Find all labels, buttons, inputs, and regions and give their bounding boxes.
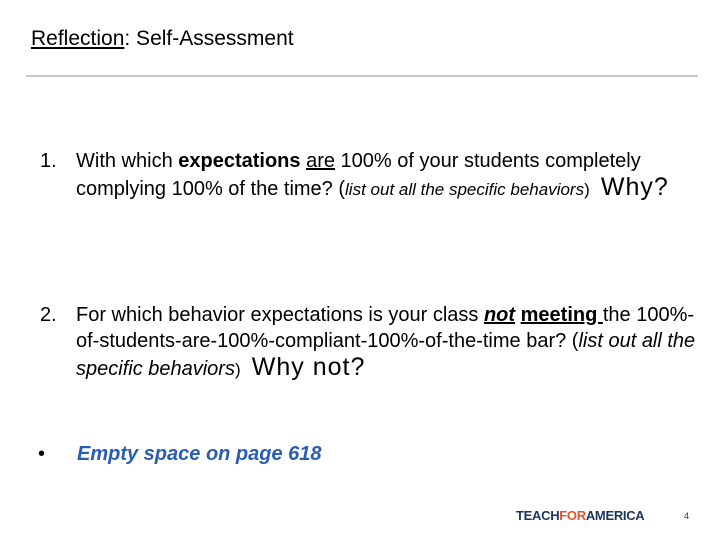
q1-why: Why? xyxy=(600,173,669,201)
question-2 xyxy=(40,302,706,383)
q2-meeting: meeting xyxy=(520,304,603,326)
title-divider xyxy=(26,75,698,77)
q1-are: are xyxy=(306,150,335,172)
q1-text-b: 100% of your students completely complying 100% of the time? ( xyxy=(76,150,641,200)
q1-close-paren: ) xyxy=(584,180,590,199)
logo-teach: TEACH xyxy=(516,508,560,523)
q2-not: not xyxy=(483,304,516,326)
question-2-text xyxy=(76,302,706,383)
question-1-text xyxy=(76,148,706,203)
logo-america: AMERICA xyxy=(585,508,645,523)
q1-text-a: With which xyxy=(76,150,179,172)
logo-for: FOR xyxy=(559,508,586,523)
q2-italic-note: list out all the specific behaviors xyxy=(76,330,696,380)
q2-text-a: For which behavior expectations is your class xyxy=(76,304,484,326)
question-1-number: 1. xyxy=(40,150,57,172)
q2-close-paren: ) xyxy=(234,360,241,379)
q2-why-not: Why not? xyxy=(251,353,366,381)
question-1 xyxy=(40,148,706,203)
teach-for-america-logo xyxy=(516,508,644,524)
title-underlined: Reflection xyxy=(31,27,125,50)
q1-expectations: expectations xyxy=(178,150,301,172)
title-rest: : Self-Assessment xyxy=(124,27,294,50)
q2-text-b: the 100%-of-students-are-100%-compliant-100%-of-the-time bar? ( xyxy=(76,304,695,352)
question-2-number: 2. xyxy=(40,304,57,326)
bullet-text: Empty space on page 618 xyxy=(77,443,322,465)
q1-italic-note: list out all the specific behaviors xyxy=(345,180,585,199)
bullet-dot: • xyxy=(38,443,46,465)
slide-title xyxy=(31,26,294,52)
page-number: 4 xyxy=(684,511,690,521)
